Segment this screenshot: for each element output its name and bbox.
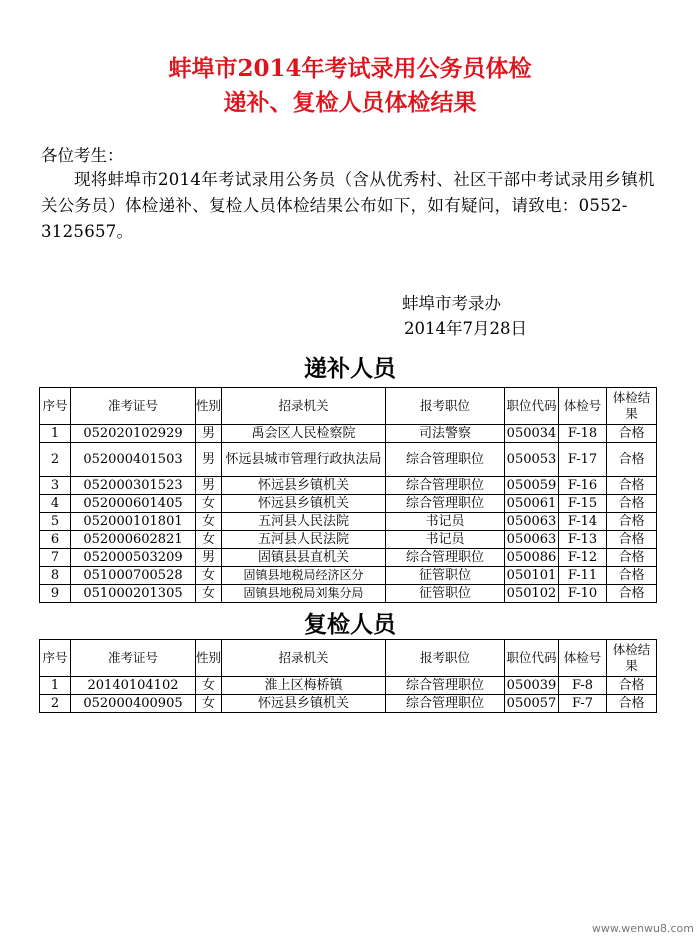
table-cell: F-7 (559, 695, 607, 713)
table-cell: 合格 (607, 425, 657, 443)
table-cell: 五河县人民法院 (222, 513, 386, 531)
table-cell: 女 (196, 531, 222, 549)
table-cell: 052020102929 (71, 425, 196, 443)
table-cell: 3 (40, 477, 71, 495)
table-row (40, 549, 657, 567)
table-cell: F-8 (559, 677, 607, 695)
table-cell: 综合管理职位 (386, 443, 505, 477)
table-cell: 合格 (607, 495, 657, 513)
table-cell: 050063 (505, 513, 559, 531)
table-row (40, 695, 657, 713)
table-cell: 固镇县县直机关 (222, 549, 386, 567)
page-title-line2: 递补、复检人员体检结果 (223, 89, 477, 116)
table-cell: F-15 (559, 495, 607, 513)
table-cell: F-11 (559, 567, 607, 585)
table-cell: F-10 (559, 585, 607, 603)
table-row (40, 567, 657, 585)
table-cell: 合格 (607, 443, 657, 477)
table-row (40, 585, 657, 603)
col-header: 招录机关 (222, 640, 386, 677)
section-title-recheck: 复检人员 (304, 611, 396, 638)
table-cell: 050059 (505, 477, 559, 495)
replacement-table (39, 387, 657, 603)
table-cell: 052000602821 (71, 531, 196, 549)
table-row (40, 477, 657, 495)
table-cell: 050102 (505, 585, 559, 603)
page-title-line1: 蚌埠市2014年考试录用公务员体检 (168, 55, 532, 82)
table-cell: 4 (40, 495, 71, 513)
table-cell: F-18 (559, 425, 607, 443)
recheck-table (39, 639, 657, 713)
table-cell: 050039 (505, 677, 559, 695)
table-cell: 合格 (607, 567, 657, 585)
table-cell: 合格 (607, 549, 657, 567)
table-cell: 怀远县城市管理行政执法局 (222, 443, 386, 477)
table-cell: 淮上区梅桥镇 (222, 677, 386, 695)
table-cell: 20140104102 (71, 677, 196, 695)
table-cell: 五河县人民法院 (222, 531, 386, 549)
col-header: 体检结果 (607, 640, 657, 677)
table-cell: 固镇县地税局刘集分局 (222, 585, 386, 603)
table-cell: F-16 (559, 477, 607, 495)
table-header-row (40, 640, 657, 677)
table-row (40, 443, 657, 477)
table-cell: F-13 (559, 531, 607, 549)
table-cell: F-17 (559, 443, 607, 477)
col-header: 性别 (196, 388, 222, 425)
col-header: 体检号 (559, 388, 607, 425)
table-cell: 女 (196, 585, 222, 603)
table-cell: 052000601405 (71, 495, 196, 513)
signature-date: 2014年7月28日 (404, 319, 527, 338)
table-cell: 052000101801 (71, 513, 196, 531)
col-header: 体检号 (559, 640, 607, 677)
table-cell: 8 (40, 567, 71, 585)
table-cell: 050101 (505, 567, 559, 585)
table-cell: 男 (196, 549, 222, 567)
watermark: www.wenwu8.com (591, 922, 694, 935)
table-cell: 051000700528 (71, 567, 196, 585)
table-cell: 050053 (505, 443, 559, 477)
table-cell: 050063 (505, 531, 559, 549)
table-cell: 征管职位 (386, 567, 505, 585)
table-cell: 9 (40, 585, 71, 603)
table-cell: 司法警察 (386, 425, 505, 443)
table-cell: 综合管理职位 (386, 677, 505, 695)
table-cell: 综合管理职位 (386, 477, 505, 495)
table-cell: 怀远县乡镇机关 (222, 695, 386, 713)
table-cell: 052000503209 (71, 549, 196, 567)
table-cell: F-12 (559, 549, 607, 567)
section-title-replacement: 递补人员 (304, 355, 396, 382)
table-cell: 综合管理职位 (386, 495, 505, 513)
table-row (40, 495, 657, 513)
table-cell: 女 (196, 567, 222, 585)
col-header: 准考证号 (71, 640, 196, 677)
table-cell: 052000301523 (71, 477, 196, 495)
table-cell: 女 (196, 513, 222, 531)
table-cell: 合格 (607, 477, 657, 495)
table-row (40, 425, 657, 443)
table-cell: 男 (196, 425, 222, 443)
table-cell: 书记员 (386, 513, 505, 531)
col-header: 报考职位 (386, 640, 505, 677)
table-cell: 5 (40, 513, 71, 531)
table-cell: 综合管理职位 (386, 695, 505, 713)
table-cell: 051000201305 (71, 585, 196, 603)
table-cell: 2 (40, 443, 71, 477)
table-cell: 女 (196, 495, 222, 513)
table-cell: 050061 (505, 495, 559, 513)
table-cell: 052000400905 (71, 695, 196, 713)
table-cell: 050034 (505, 425, 559, 443)
table-cell: 合格 (607, 585, 657, 603)
table-cell: 2 (40, 695, 71, 713)
table-cell: 1 (40, 425, 71, 443)
table-cell: 怀远县乡镇机关 (222, 477, 386, 495)
col-header: 招录机关 (222, 388, 386, 425)
col-header: 职位代码 (505, 640, 559, 677)
col-header: 性别 (196, 640, 222, 677)
table-cell: 6 (40, 531, 71, 549)
table-cell: 7 (40, 549, 71, 567)
table-cell: 综合管理职位 (386, 549, 505, 567)
table-cell: 书记员 (386, 531, 505, 549)
table-row (40, 677, 657, 695)
table-row (40, 531, 657, 549)
table-cell: 征管职位 (386, 585, 505, 603)
table-cell: 怀远县乡镇机关 (222, 495, 386, 513)
table-cell: 合格 (607, 677, 657, 695)
table-cell: 女 (196, 695, 222, 713)
table-cell: 合格 (607, 695, 657, 713)
notice-body: 现将蚌埠市2014年考试录用公务员（含从优秀村、社区干部中考试录用乡镇机关公务员）体检递补、复检人员体检结果公布如下，如有疑问，请致电：0552-3125657。 (41, 170, 655, 241)
table-cell: 1 (40, 677, 71, 695)
table-header-row (40, 388, 657, 425)
table-cell: 禹会区人民检察院 (222, 425, 386, 443)
table-cell: 固镇县地税局经济区分 (222, 567, 386, 585)
col-header: 职位代码 (505, 388, 559, 425)
table-cell: 女 (196, 677, 222, 695)
table-cell: 050057 (505, 695, 559, 713)
col-header: 体检结果 (607, 388, 657, 425)
greeting: 各位考生： (41, 146, 124, 165)
table-cell: 男 (196, 443, 222, 477)
table-cell: 050086 (505, 549, 559, 567)
table-cell: F-14 (559, 513, 607, 531)
table-cell: 合格 (607, 513, 657, 531)
table-cell: 合格 (607, 531, 657, 549)
col-header: 准考证号 (71, 388, 196, 425)
col-header: 报考职位 (386, 388, 505, 425)
col-header: 序号 (40, 388, 71, 425)
table-cell: 052000401503 (71, 443, 196, 477)
table-cell: 男 (196, 477, 222, 495)
signature-org: 蚌埠市考录办 (402, 294, 501, 313)
col-header: 序号 (40, 640, 71, 677)
table-row (40, 513, 657, 531)
